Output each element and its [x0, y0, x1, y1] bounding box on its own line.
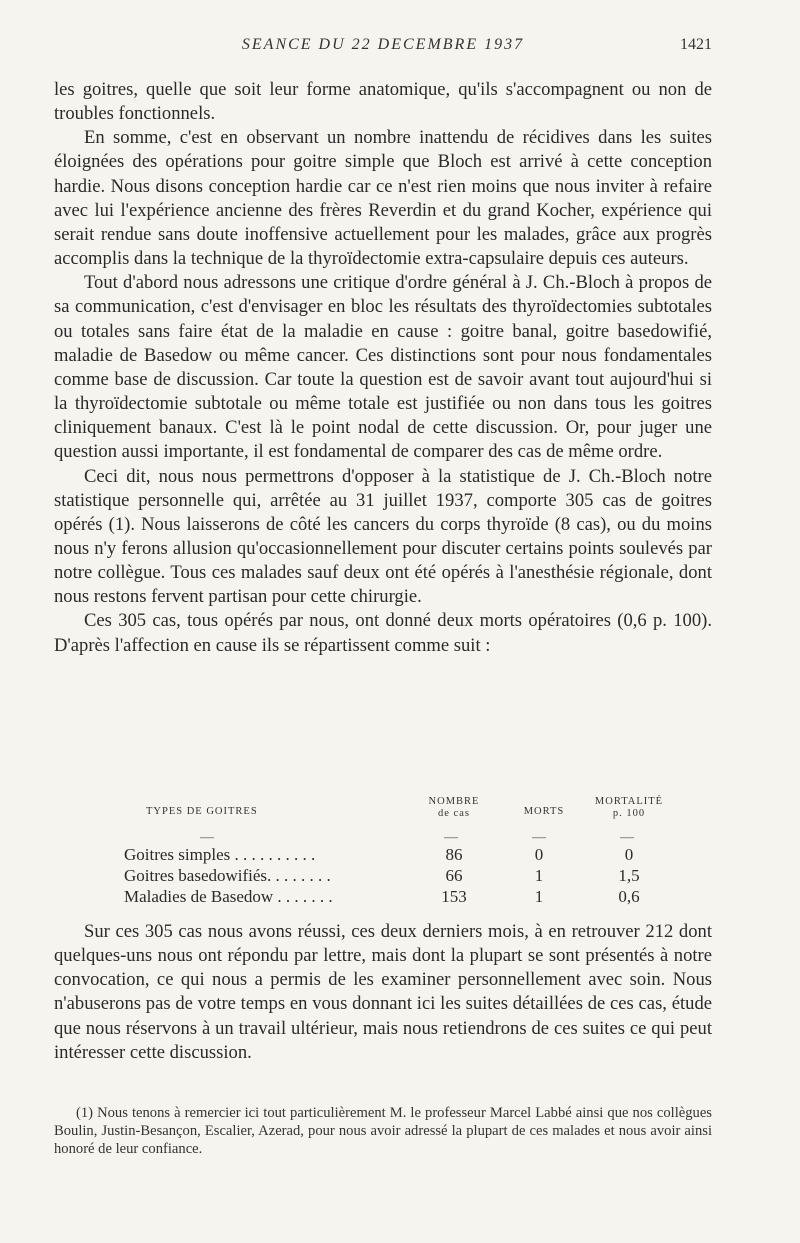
header-mortality-line2: p. 100 — [612, 808, 646, 819]
row-deaths: 1 — [534, 866, 544, 885]
row-deaths: 1 — [534, 887, 544, 906]
table-row — [54, 886, 712, 907]
footnote-text: (1) Nous tenons à remercier ici tout particulièrement M. le professeur Marcel Labbé ainsi que nos collègues Boulin, Justin-Besançon, Escalier, Azerad, pour nous avoir adressé la plupart de ces malades et nous avoir ainsi honoré de leur confiance. — [54, 1105, 712, 1157]
row-label: Maladies de Basedow . . . . . . . — [124, 887, 333, 906]
dash: — — [620, 830, 634, 845]
paragraph: Ces 305 cas, tous opérés par nous, ont donné deux morts opératoires (0,6 p. 100). D'après l'affection en cause ils se répartissent comme suit : — [54, 610, 712, 656]
running-head: SEANCE DU 22 DECEMBRE 1937 — [241, 36, 525, 53]
row-mortality: 0 — [624, 845, 634, 864]
footnote — [54, 1104, 712, 1158]
statistics-table — [54, 788, 712, 907]
table-header — [54, 788, 712, 832]
paragraph: En somme, c'est en observant un nombre inattendu de récidives dans les suites éloignées des opérations pour goitre simple que Bloch est arrivé à cette conception hardie. Nous disons conception hardie car ce n'est rien moins que nous inviter à refaire avec lui l'expérience ancienne des frères Reverdin et du grand Kocher, expérience qui serait rendue sans doute inoffensive actuellement pour les malades, grâce aux progrès accomplis dans la technique de la thyroïdectomie extra-capsulaire depuis ces auteurs. — [54, 127, 712, 270]
row-label: Goitres basedowifiés. . . . . . . . — [124, 866, 331, 885]
header-mortality — [584, 796, 674, 820]
paragraph: Ceci dit, nous nous permettrons d'opposer à la statistique de J. Ch.-Bloch notre statistique personnelle qui, arrêtée au 31 juillet 1937, comporte 305 cas de goitres opérés (1). Nous laisserons de côté les cancers du corps thyroïde (8 cas), ou du moins nous n'y ferons allusion qu'occasionnellement pour discuter certains points soulevés par notre collègue. Tous ces malades sauf deux ont été opérés à l'anesthésie régionale, dont nous restons fervent partisan pour cette chirurgie. — [54, 465, 712, 608]
header-deaths: MORTS — [523, 806, 565, 817]
paragraph: Tout d'abord nous adressons une critique d'ordre général à J. Ch.-Bloch à propos de sa communication, c'est d'envisager en bloc les résultats des thyroïdectomies subtotales ou totales sans faire état de la maladie en cause : goitre banal, goitre basedowifié, maladie de Basedow ou même cancer. Ces distinctions sont pour nous fondamentales comme base de discussion. Car toute la question est de savoir avant tout aujourd'hui si la thyroïdectomie subtotale ou même totale est justifiée ou non dans tous les goitres cliniquement banaux. C'est là le point nodal de cette discussion. Or, pour juger une question aussi importante, il est fondamental de comparer des cas de même ordre. — [54, 272, 712, 463]
row-mortality: 1,5 — [618, 866, 640, 885]
row-label: Goitres simples . . . . . . . . . . — [124, 845, 316, 864]
header-count-line1: NOMBRE — [428, 796, 480, 807]
main-text-continued — [54, 920, 712, 1065]
dash: — — [200, 830, 214, 845]
paragraph: les goitres, quelle que soit leur forme anatomique, qu'ils s'accompagnent ou non de troubles fonctionnels. — [54, 79, 712, 125]
dash: — — [444, 830, 458, 845]
header-count-line2: de cas — [438, 808, 470, 819]
paragraph: Sur ces 305 cas nous avons réussi, ces deux derniers mois, à en retrouver 212 dont quelques-uns nous ont répondu par lettre, mais dont la plupart se sont présentés à notre convocation, ce qui nous a permis de les examiner personnellement avec soin. Nous n'abuserons pas de votre temps en vous donnant ici les suites détaillées de ces cas, étude que nous réservons à un travail ultérieur, mais nous retiendrons de ces suites ce qui peut intéresser cette discussion. — [54, 921, 712, 1063]
page-number: 1421 — [680, 36, 712, 53]
row-mortality: 0,6 — [618, 887, 640, 906]
table-row — [54, 844, 712, 865]
row-count: 86 — [445, 845, 463, 864]
table-row — [54, 865, 712, 886]
page-header — [54, 36, 712, 58]
row-count: 153 — [441, 887, 467, 906]
row-deaths: 0 — [534, 845, 544, 864]
dash: — — [532, 830, 546, 845]
dash-row — [54, 832, 712, 844]
row-count: 66 — [445, 866, 463, 885]
header-type: TYPES DE GOITRES — [146, 806, 258, 817]
header-count — [414, 796, 494, 820]
main-text — [54, 78, 712, 658]
header-mortality-line1: MORTALITÉ — [594, 796, 664, 807]
